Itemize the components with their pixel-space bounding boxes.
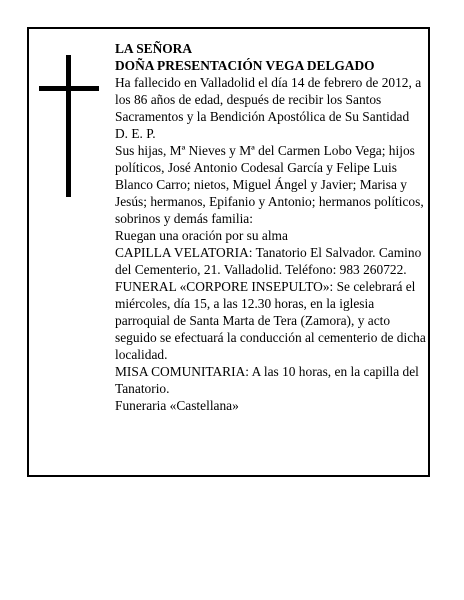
prayer-request: Ruegan una oración por su alma	[115, 228, 288, 243]
dep-line: D. E. P.	[115, 126, 156, 141]
chapel-info: CAPILLA VELATORIA: Tanatorio El Salvador. Camino del Cementerio, 21. Valladolid. Teléfono: 983 260722.	[115, 245, 422, 277]
mass-info: MISA COMUNITARIA: A las 10 horas, en la capilla del Tanatorio.	[115, 364, 419, 396]
heading-title: LA SEÑORA	[115, 41, 193, 56]
funeral-info: FUNERAL «CORPORE INSEPULTO»: Se celebrará el miércoles, día 15, a las 12.30 horas, en la iglesia parroquial de Santa Marta de Tera (Zamora), y acto seguido se efectuará la conducción al cementerio de dicha localidad.	[115, 279, 426, 362]
funeral-home: Funeraria «Castellana»	[115, 398, 239, 413]
cross-horizontal-bar	[39, 86, 99, 91]
death-announcement: Ha fallecido en Valladolid el día 14 de febrero de 2012, a los 86 años de edad, después de recibir los Santos Sacramentos y la Bendición Apostólica de Su Santidad	[115, 75, 422, 124]
obituary-text	[115, 40, 430, 414]
cross-vertical-bar	[66, 55, 71, 197]
cross-icon	[39, 55, 99, 197]
obituary-notice	[27, 27, 430, 477]
family-list: Sus hijas, Mª Nieves y Mª del Carmen Lobo Vega; hijos políticos, José Antonio Codesal García y Felipe Luis Blanco Carro; nietos, Miguel Ángel y Javier; Marisa y Jesús; hermanos, Epifanio y Antonio; hermanos políticos, sobrinos y demás familia:	[115, 143, 424, 226]
deceased-name: DOÑA PRESENTACIÓN VEGA DELGADO	[115, 58, 375, 73]
